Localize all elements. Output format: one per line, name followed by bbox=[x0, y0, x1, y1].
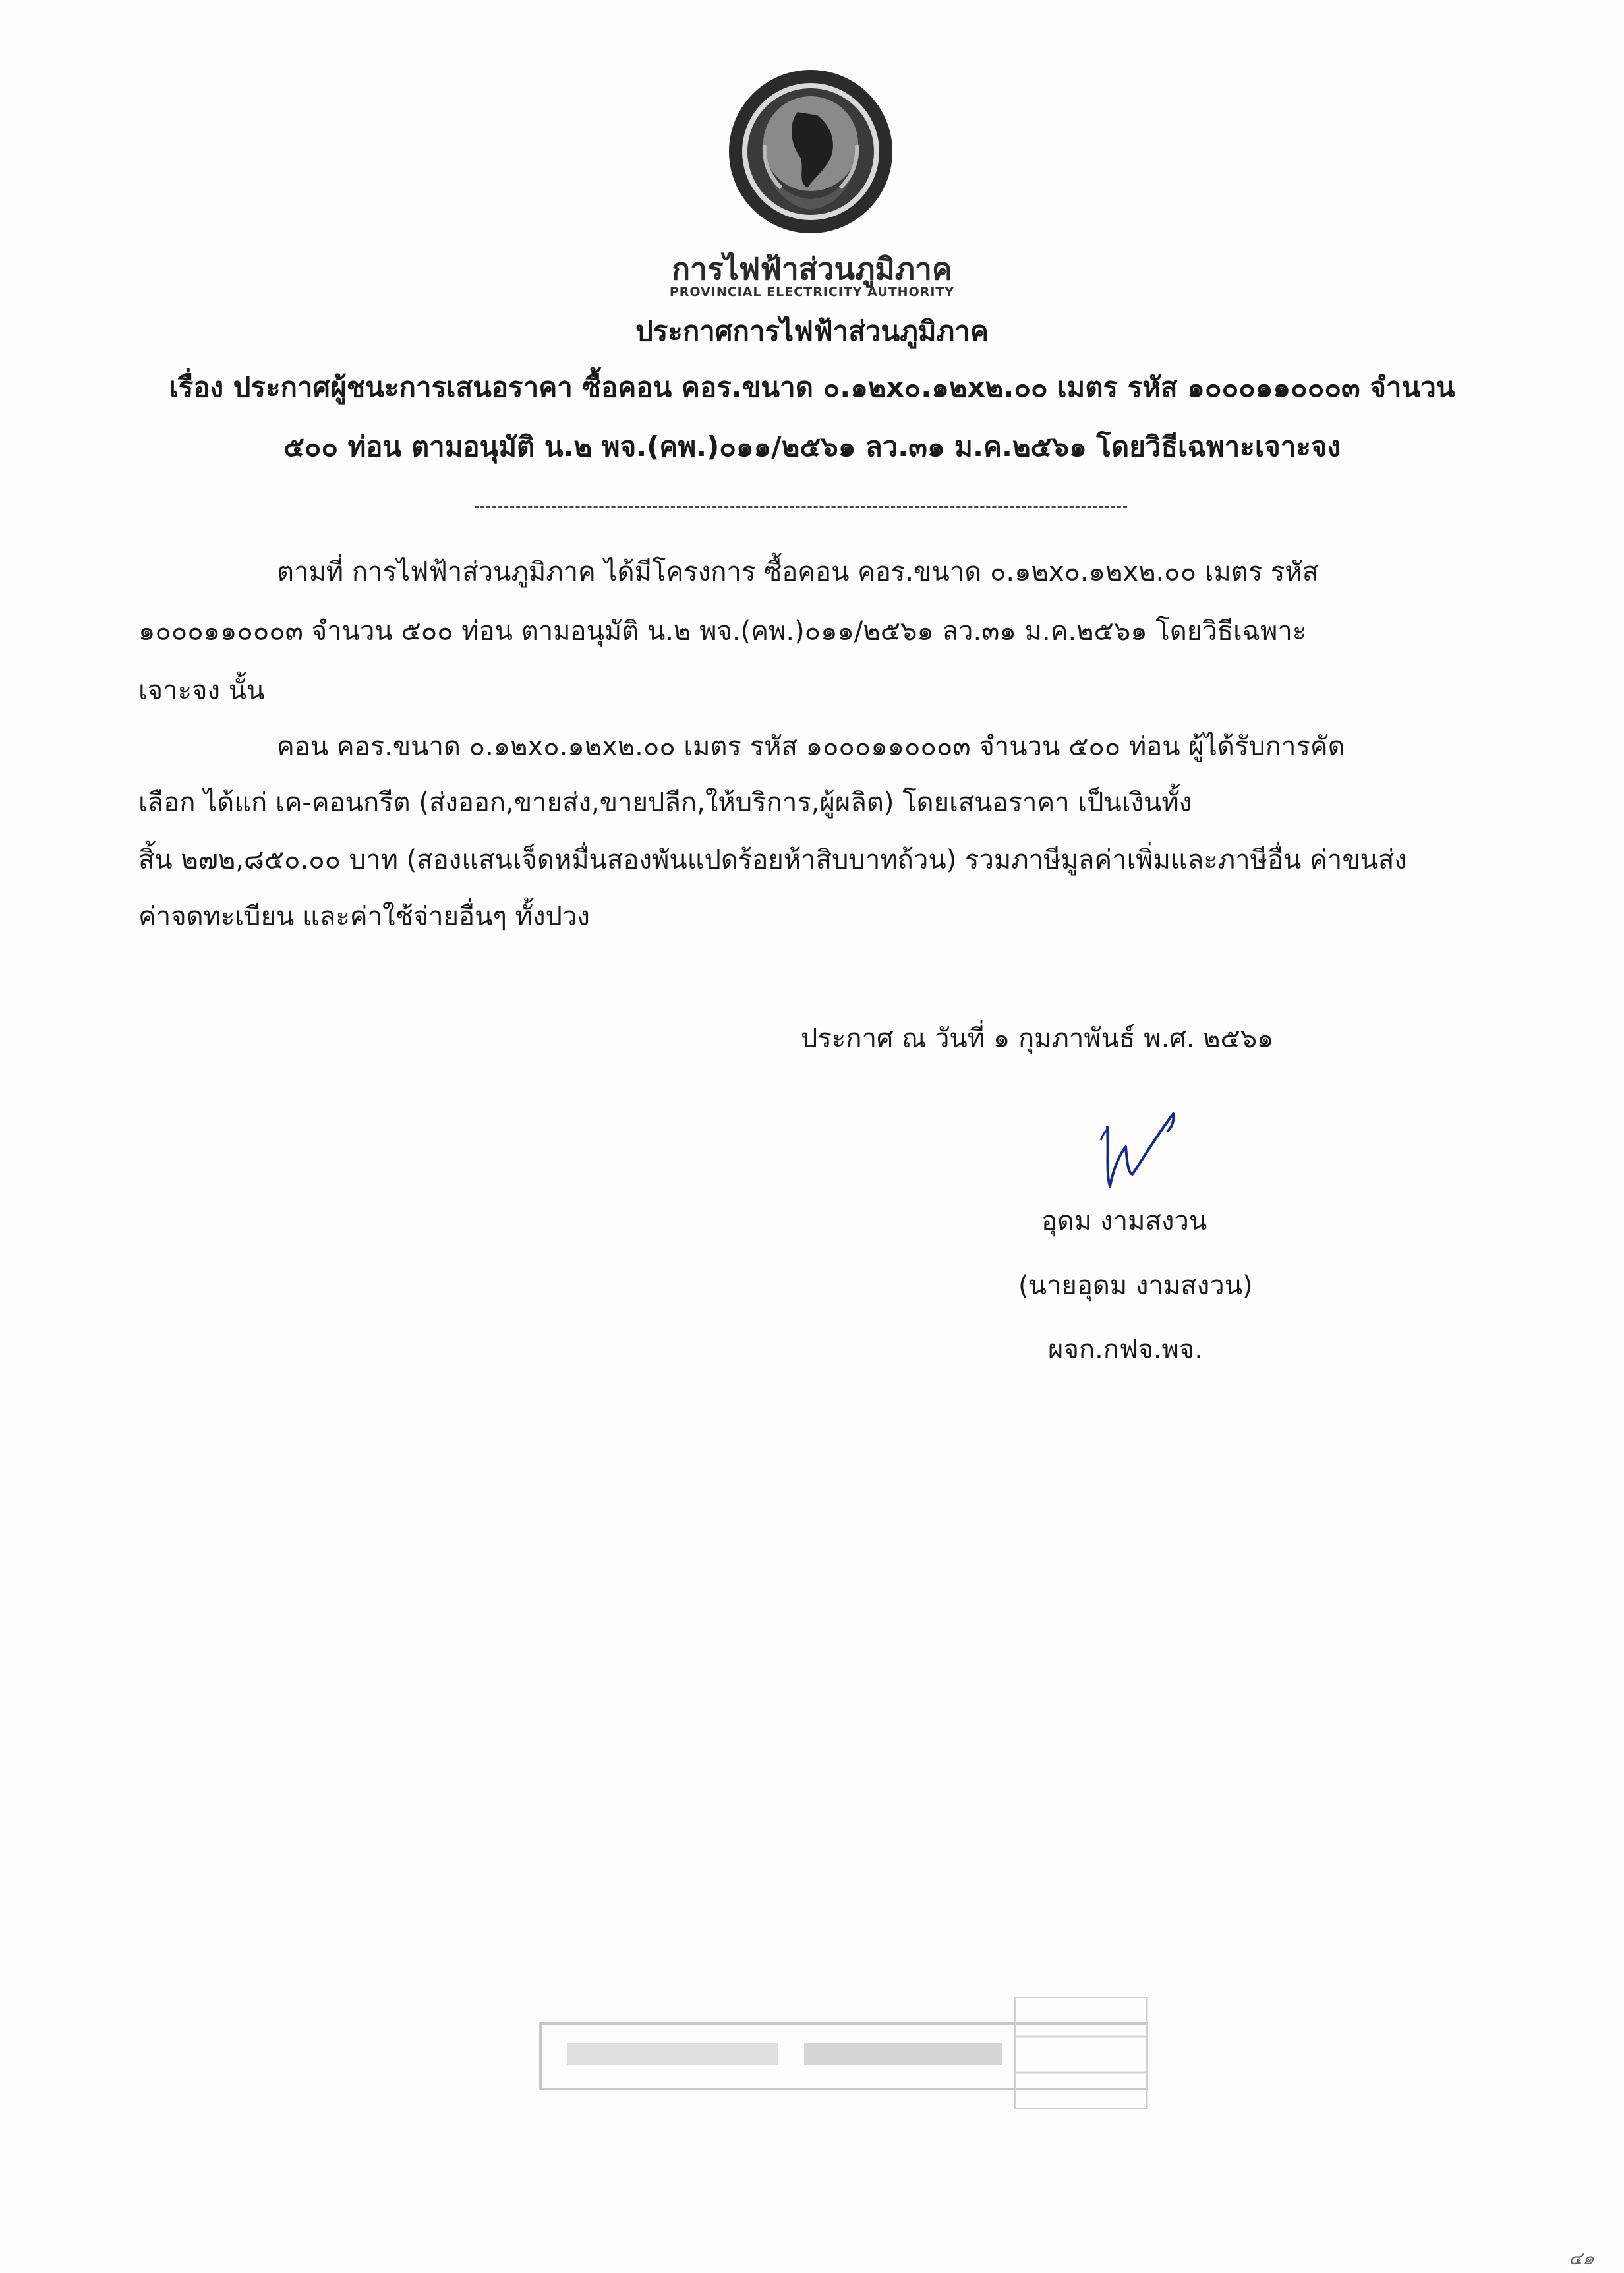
signer-name: อุดม งามสงวน bbox=[1041, 1206, 1207, 1236]
paragraph-1-line-1: ตามที่ การไฟฟ้าส่วนภูมิภาค ได้มีโครงการ ซื้อคอน คอร.ขนาด ๐.๑๒x๐.๑๒x๒.๐๐ เมตร รหัส bbox=[277, 557, 1319, 587]
paragraph-2-line-3: สิ้น ๒๗๒,๘๕๐.๐๐ บาท (สองแสนเจ็ดหมื่นสองพันแปดร้อยห้าสิบบาทถ้วน) รวมภาษีมูลค่าเพิ่มและภาษีอื่น ค่าขนส่ง bbox=[138, 845, 1407, 875]
org-name-th: การไฟฟ้าส่วนภูมิภาค bbox=[672, 251, 952, 287]
paragraph-2-line-1: คอน คอร.ขนาด ๐.๑๒x๐.๑๒x๒.๐๐ เมตร รหัส ๑๐๐๐๑๑๐๐๐๓ จำนวน ๕๐๐ ท่อน ผู้ได้รับการคัด bbox=[277, 732, 1345, 762]
paragraph-1-line-2: ๑๐๐๐๑๑๐๐๐๓ จำนวน ๕๐๐ ท่อน ตามอนุมัติ น.๒ พจ.(คพ.)๐๑๑/๒๕๖๑ ลว.๓๑ ม.ค.๒๕๖๑ โดยวิธีเฉพาะ bbox=[138, 616, 1307, 647]
subject-line-2: ๕๐๐ ท่อน ตามอนุมัติ น.๒ พจ.(คพ.)๐๑๑/๒๕๖๑ ลว.๓๑ ม.ค.๒๕๖๑ โดยวิธีเฉพาะเจาะจง bbox=[283, 430, 1341, 463]
paragraph-1-line-3: เจาะจง นั้น bbox=[138, 676, 265, 706]
announcement-date: ประกาศ ณ วันที่ ๑ กุมภาพันธ์ พ.ศ. ๒๕๖๑ bbox=[801, 1023, 1274, 1054]
signature-icon bbox=[1094, 1101, 1200, 1199]
org-name-en: PROVINCIAL ELECTRICITY AUTHORITY bbox=[669, 285, 955, 299]
subject-line-1: เรื่อง ประกาศผู้ชนะการเสนอราคา ซื้อคอน คอร.ขนาด ๐.๑๒x๐.๑๒x๒.๐๐ เมตร รหัส ๑๐๐๐๑๑๐๐๐๓ จำนวน bbox=[169, 371, 1455, 403]
pea-emblem-icon bbox=[725, 66, 896, 237]
signer-position: ผจก.กฟจ.พจ. bbox=[1048, 1335, 1204, 1365]
paragraph-2-line-4: ค่าจดทะเบียน และค่าใช้จ่ายอื่นๆ ทั้งปวง bbox=[138, 902, 590, 932]
paragraph-2-line-2: เลือก ได้แก่ เค-คอนกรีต (ส่งออก,ขายส่ง,ขายปลีก,ให้บริการ,ผู้ผลิต) โดยเสนอราคา เป็นเงินทั้ง bbox=[138, 788, 1192, 818]
announcement-title: ประกาศการไฟฟ้าส่วนภูมิภาค bbox=[635, 315, 989, 347]
bleed-through-stamp bbox=[527, 1997, 1173, 2109]
divider-line bbox=[475, 506, 1127, 508]
signer-full-name: (นายอุดม งามสงวน) bbox=[1018, 1271, 1253, 1301]
page-mark: ๔๑ bbox=[1569, 2247, 1594, 2269]
